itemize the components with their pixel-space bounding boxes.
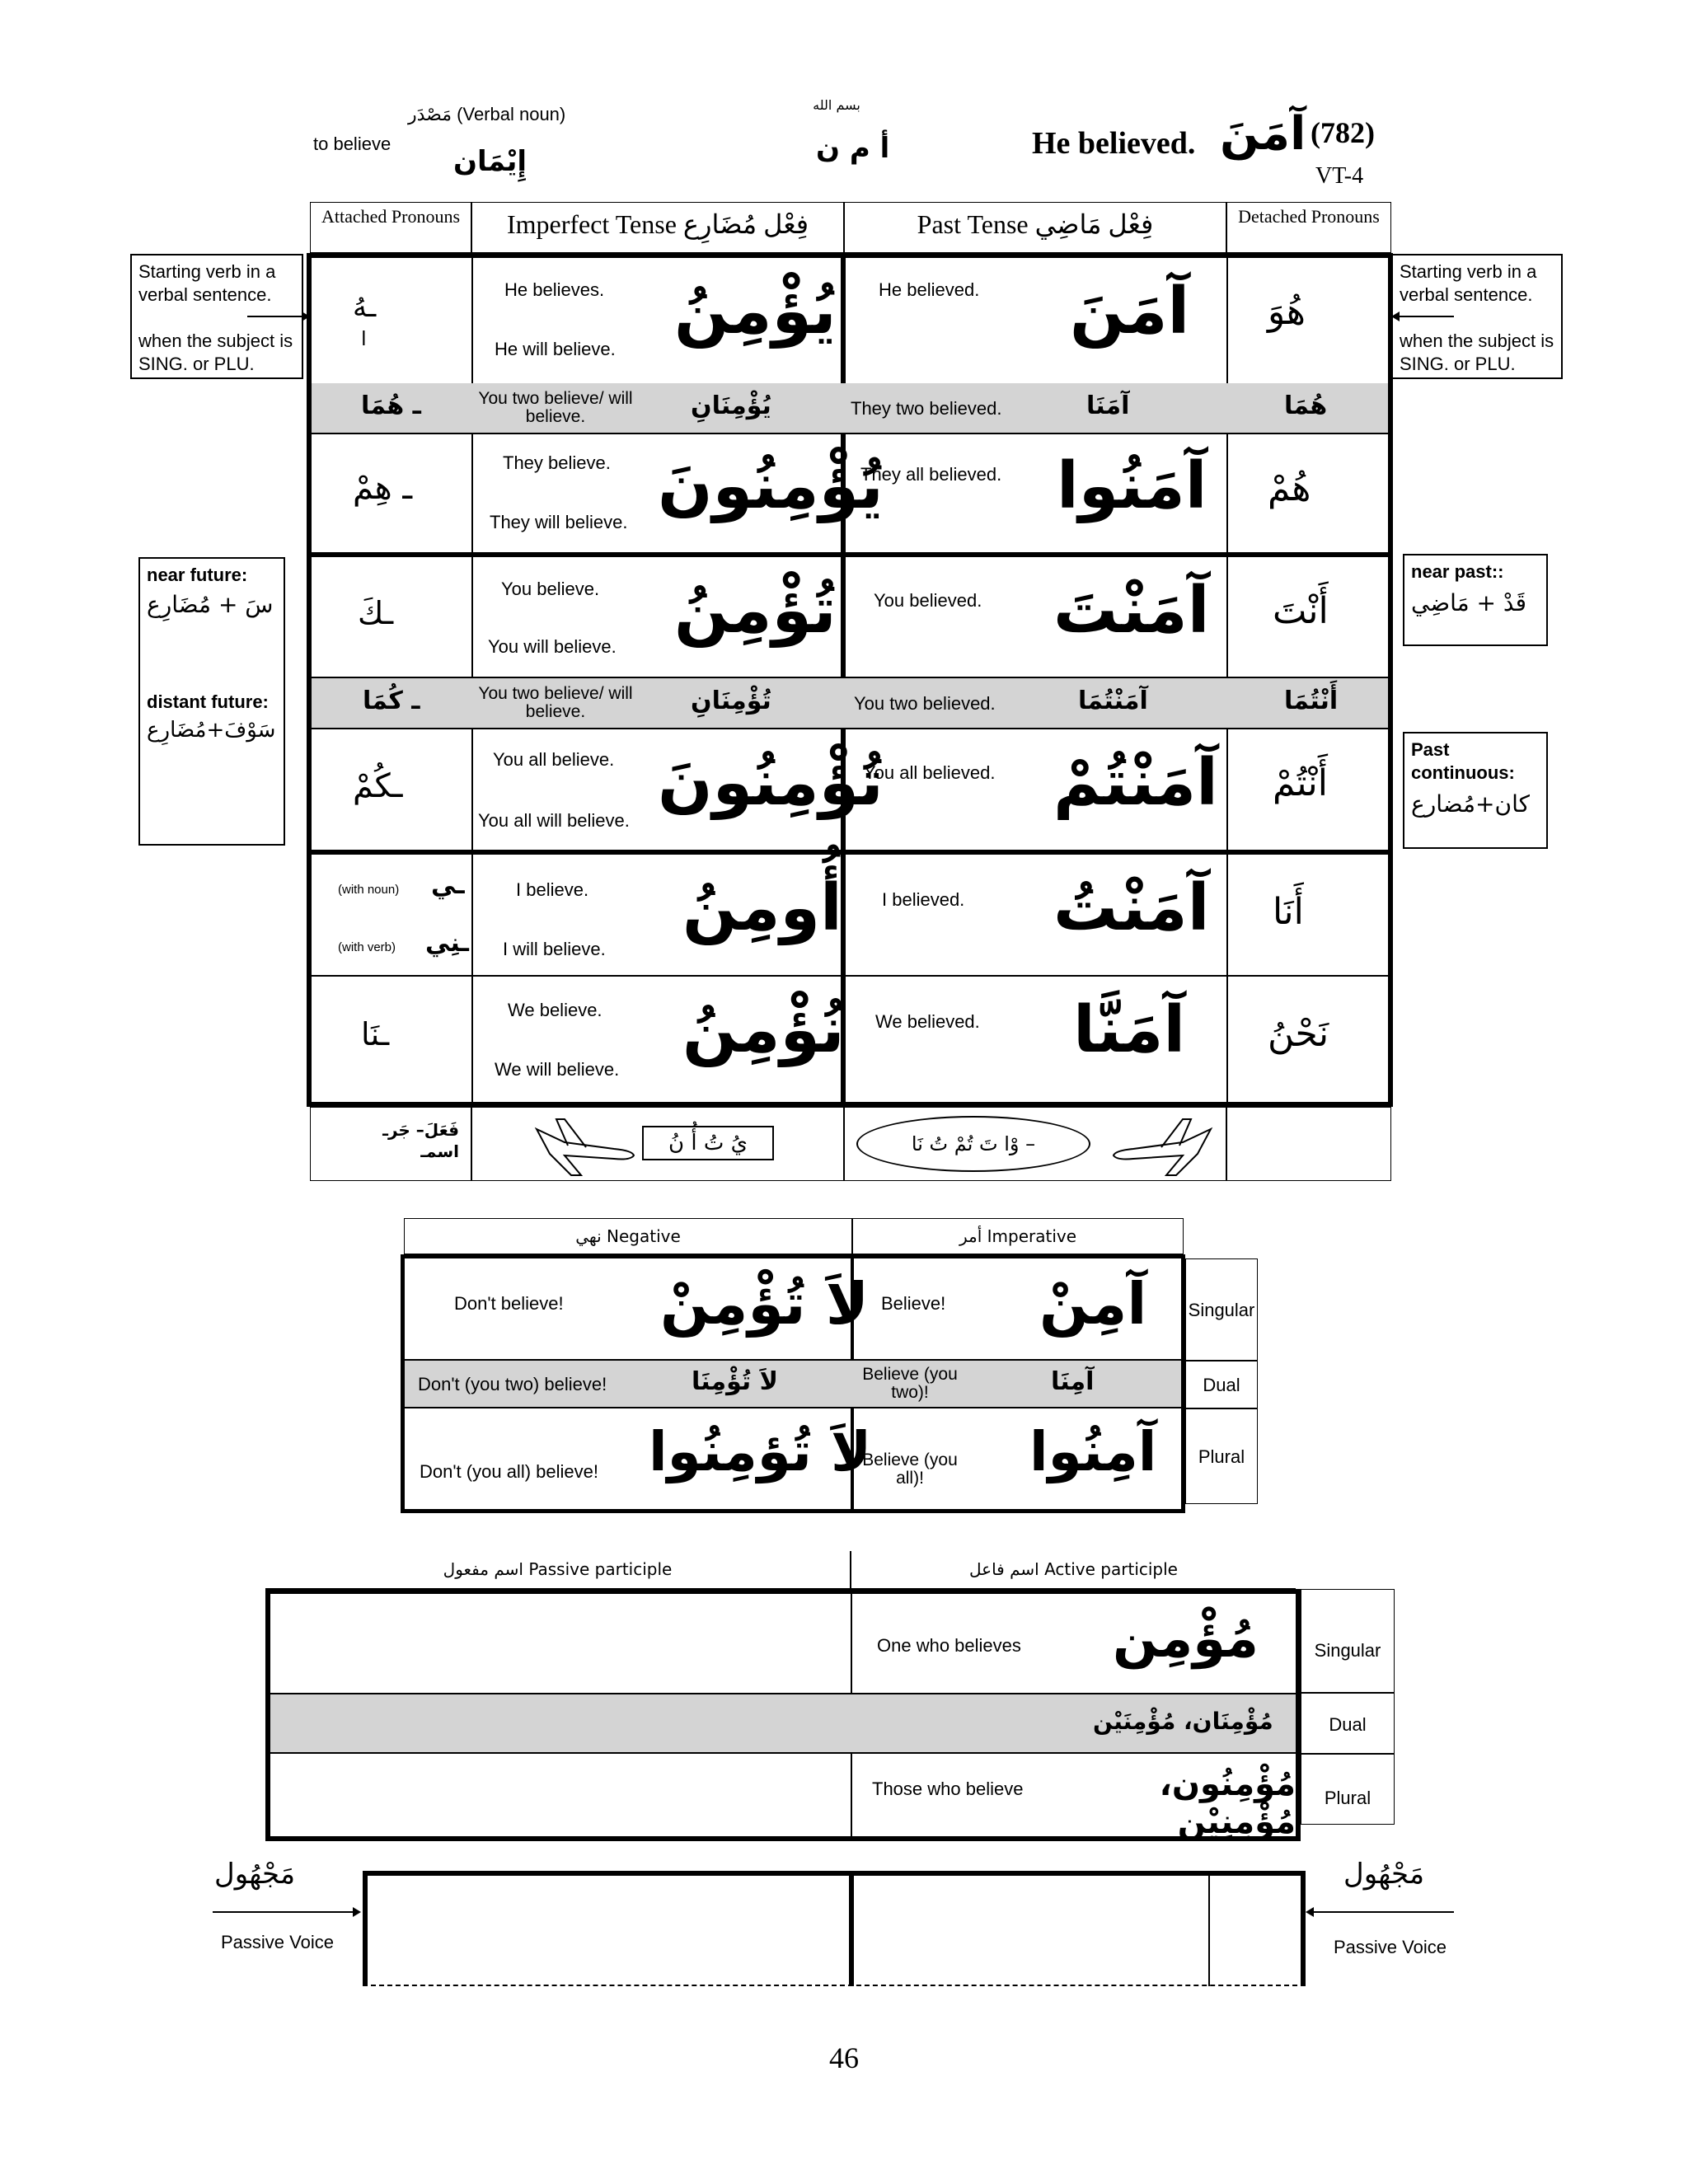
row-nahnu (312, 977, 1388, 1102)
past-en: I believed. (882, 889, 965, 910)
negative-header: Negative نهي (404, 1218, 852, 1254)
footer-attached (310, 1107, 471, 1181)
note-left-when-text: when the subject is SING. or PLU. (138, 330, 293, 374)
passive-participle-header: Passive participle اسم مفعول (265, 1551, 851, 1589)
note-future (138, 557, 285, 846)
detached-pronoun: هُمَا (1284, 391, 1328, 420)
past-suffixes: – وْا تَ تُمْ تُ نَا (856, 1116, 1090, 1172)
header-verb: آمَنَ (1220, 107, 1306, 161)
imperative-ar: آمِنَا (1051, 1367, 1095, 1396)
imperative-row-plural (405, 1408, 1181, 1509)
imperfect-ar: تُؤْمِنُونَ (658, 746, 884, 820)
active-en: Those who believe (872, 1779, 1024, 1799)
num-singular: Singular (1185, 1258, 1258, 1361)
imperfect-ar: يُؤْمِنُ (674, 274, 837, 349)
detached-pronoun: هُمْ (1268, 467, 1311, 509)
col-imperfect: Imperfect Tense فِعْل مُضَارِع (471, 202, 844, 253)
past-cont-title: Past continuous: (1411, 739, 1515, 783)
past-en: He believed. (879, 279, 980, 300)
past-en: They two believed. (851, 398, 1002, 419)
past-ar: آمَنَ (1070, 274, 1190, 349)
near-past-formula: قَدْ + مَاضِي (1411, 589, 1526, 616)
imperfect-en: I believe. (516, 879, 589, 900)
bismillah: بسم الله (813, 97, 860, 113)
note-left-start-text: Starting verb in a verbal sentence. (138, 261, 276, 305)
negative-ar: لاَ تُؤمِنُوا (649, 1420, 872, 1483)
imperfect-en: He believes. (504, 279, 605, 300)
page-number: 46 (829, 2041, 859, 2074)
root-letters: أ م ن (816, 132, 890, 165)
imperfect-en: You two believe/ will believe. (478, 684, 633, 721)
attached-extra: ا (361, 327, 367, 350)
negative-en: Don't (you all) believe! (420, 1461, 598, 1482)
past-cont-formula: كان+مُضارع (1411, 790, 1530, 818)
note-past-continuous (1403, 732, 1548, 849)
attached-note: (with noun) (338, 883, 400, 897)
imperfect-ar: تُؤْمِنُ (674, 574, 837, 648)
near-future-formula: سَ + مُضَارِع (147, 591, 274, 618)
attached-pronoun: ـكُمْ (353, 767, 403, 805)
row-antum (312, 729, 1388, 850)
imperative-en: Believe! (881, 1293, 946, 1314)
col-detached: Detached Pronouns (1226, 202, 1391, 253)
footer-imperfect (471, 1107, 844, 1181)
detached-pronoun: أَنْتَ (1273, 590, 1329, 632)
past-ar: آمَنْتُمْ (1053, 746, 1218, 820)
verb-meaning: He believed. (1032, 126, 1196, 161)
past-en: You two believed. (854, 693, 996, 714)
imperfect-en: You all believe. (493, 749, 615, 770)
imperfect-en-future: We will believe. (495, 1059, 620, 1080)
imperfect-en: You believe. (501, 579, 600, 599)
negative-en: Don't believe! (454, 1293, 564, 1314)
past-ar: آمَنَّا (1073, 993, 1186, 1067)
imperfect-prefixes: يُ تُ أُ نُ (642, 1126, 774, 1160)
detached-pronoun: أَنَا (1273, 891, 1304, 933)
masdar-label: مَصْدَر (Verbal noun) (408, 104, 566, 124)
imperative-ar: آمِنُوا (1029, 1420, 1157, 1483)
active-en: One who believes (877, 1635, 1021, 1656)
distant-future-formula: سَوْفَ+مُضَارِع (147, 718, 276, 743)
active-ar: مُؤْمِنُون، مُؤْمِنِيْن (1159, 1765, 1296, 1841)
row-ana (312, 855, 1388, 977)
masdar-meaning: to believe (313, 134, 392, 154)
imperative-en: Believe (you all)! (862, 1451, 958, 1488)
passive-right-ar: مَجْهُول (1343, 1858, 1425, 1891)
distant-future-title: distant future: (147, 691, 269, 712)
imperative-en: Believe (you two)! (862, 1365, 958, 1402)
masdar-word: إِيْمَان (453, 145, 528, 178)
near-past-title: near past:: (1411, 561, 1504, 582)
imperative-row-singular (405, 1258, 1181, 1361)
imperfect-en: You two believe/ will believe. (478, 389, 633, 426)
arrow-right-icon (213, 1905, 361, 1919)
verb-number: (782) (1311, 116, 1375, 149)
past-en: They all believed. (860, 464, 1002, 485)
negative-ar: لاَ تُؤْمِنَا (692, 1367, 778, 1396)
active-ar: مُؤْمِنَان، مُؤْمِنَيْن (1093, 1708, 1273, 1735)
arrow-right-icon (247, 310, 310, 323)
negative-en: Don't (you two) believe! (418, 1374, 607, 1394)
negative-ar: لاَ تُؤْمِنْ (660, 1270, 869, 1338)
verb-code: VT-4 (1315, 163, 1364, 189)
imperfect-ar: يُؤْمِنَانِ (691, 391, 771, 420)
footer-attached-text: فَعَلَ– جَرـ اسمـ (382, 1120, 459, 1161)
note-right-when-text: when the subject is SING. or PLU. (1400, 330, 1554, 374)
airplane-icon (532, 1113, 639, 1179)
participle-num-plural: Plural (1301, 1754, 1395, 1825)
past-ar: آمَنْتُمَا (1078, 687, 1148, 715)
imperfect-en-future: He will believe. (495, 339, 616, 359)
num-plural: Plural (1185, 1408, 1258, 1504)
arrow-left-icon (1306, 1905, 1454, 1919)
attached-pronoun-verb: ـنِي (425, 929, 469, 958)
imperative-row-dual (405, 1361, 1181, 1408)
passive-left-en: Passive Voice (221, 1932, 334, 1952)
attached-note-verb: (with verb) (338, 940, 396, 954)
note-near-past (1403, 554, 1548, 646)
participle-row-singular (270, 1594, 1296, 1694)
imperfect-en-future: I will believe. (503, 939, 606, 959)
row-hum (312, 434, 1388, 552)
past-ar: آمَنْتُ (1053, 871, 1210, 945)
past-ar: آمَنَا (1086, 391, 1130, 420)
active-ar: مُؤْمِن (1113, 1609, 1259, 1670)
footer-detached (1226, 1107, 1391, 1181)
row-antuma (312, 678, 1388, 729)
row-anta (312, 557, 1388, 678)
past-en: You all believed. (864, 762, 996, 783)
imperative-ar: آمِنْ (1039, 1270, 1147, 1338)
past-ar: آمَنْتَ (1053, 574, 1210, 648)
attached-pronoun: ـي (431, 871, 465, 900)
imperative-header: Imperative أمر (852, 1218, 1184, 1254)
imperfect-en-future: You all will believe. (478, 810, 630, 831)
imperfect-en-future: You will believe. (488, 636, 617, 657)
near-future-title: near future: (147, 565, 248, 585)
detached-pronoun: هُوَ (1268, 291, 1306, 333)
past-en: You believed. (874, 590, 982, 611)
imperfect-en-future: They will believe. (490, 512, 628, 532)
attached-pronoun: ـهُ (353, 291, 377, 324)
detached-pronoun: نَحْنُ (1268, 1013, 1329, 1055)
attached-pronoun: ـ هُمَا (361, 391, 421, 420)
note-right-start-text: Starting verb in a verbal sentence. (1400, 261, 1537, 305)
num-dual: Dual (1185, 1361, 1258, 1408)
participle-row-plural (270, 1754, 1296, 1841)
past-ar: آمَنُوا (1057, 449, 1207, 523)
active-participle-header: Active participle اسم فاعل (851, 1551, 1296, 1589)
row-huwa (312, 258, 1388, 385)
attached-pronoun: ـكَ (358, 595, 394, 631)
imperfect-en: They believe. (503, 452, 611, 473)
arrow-left-icon (1391, 310, 1454, 323)
passive-table (363, 1871, 1306, 1986)
attached-pronoun: ـ هِمْ (353, 469, 413, 507)
imperfect-en: We believe. (508, 1000, 603, 1020)
participle-num-singular: Singular (1301, 1589, 1395, 1693)
imperfect-ar: أُومِنُ (682, 871, 842, 945)
attached-pronoun: ـ كُمَا (363, 687, 420, 715)
col-past: Past Tense فِعْل مَاضِي (844, 202, 1226, 253)
col-attached: Attached Pronouns (310, 202, 471, 253)
row-huma (312, 383, 1388, 434)
passive-right-en: Passive Voice (1334, 1937, 1447, 1957)
imperfect-ar: نُؤْمِنُ (682, 993, 845, 1067)
participle-row-dual (270, 1694, 1296, 1754)
airplane-icon-right (1100, 1113, 1216, 1179)
footer-past (844, 1107, 1226, 1181)
attached-pronoun: ـنَا (361, 1016, 390, 1052)
imperfect-ar: تُؤْمِنَانِ (691, 687, 771, 715)
past-en: We believed. (875, 1011, 980, 1032)
detached-pronoun: أَنْتُمَا (1284, 687, 1339, 715)
imperfect-ar: يُؤْمِنُونَ (658, 449, 884, 523)
passive-left-ar: مَجْهُول (214, 1858, 296, 1891)
detached-pronoun: أَنْتُمْ (1273, 762, 1329, 804)
participle-num-dual: Dual (1301, 1693, 1395, 1754)
